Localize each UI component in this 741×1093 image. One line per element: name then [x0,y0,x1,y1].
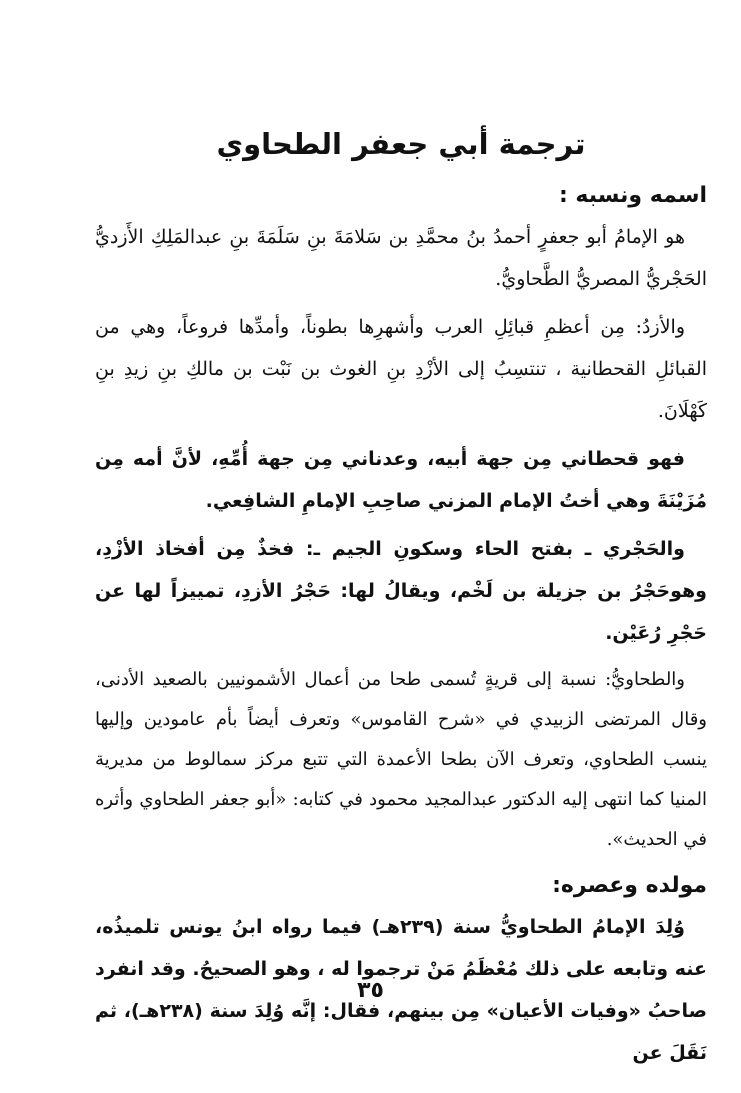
paragraph-hajri: والحَجْري ـ بفتح الحاء وسكونِ الجيم ـ: فخذٌ مِن أفخاذ الأزْدِ، وهوحَجْرُ بن جزيلة بن لَخْم، ويقالُ لها: حَجْرُ الأزدِ، تمييزاً لها عن حَجْرِ رُعَيْن. [95,538,707,644]
paragraph-birth: وُلِدَ الإمامُ الطحاويُّ سنة (٢٣٩هـ) فيما رواه ابنُ يونس تلميذُه، عنه وتابعه على ذلك مُعْظَمُ مَنْ ترجموا له ، وهو الصحيحُ. وقد انفرد صاحبُ «وفيات الأعيان» مِن بينهم، فقال: إنَّه وُلِدَ سنة (٢٣٨هـ)، ثم نَقَلَ عن [95,916,707,1064]
section-heading-name-lineage: اسمه ونسبه : [558,183,707,208]
paragraph-azd-tribe: والأزدُ: مِن أعظمِ قبائِلِ العرب وأشهرِها بطوناً، وأمدِّها فروعاً، وهي من القبائلِ القحطانية ، تنتسِبُ إلى الأزْدِ بنِ الغوث بن نَبْت بن مالكِ بنِ زيدِ بنِ كَهْلَانَ. [95,316,707,422]
paragraph-qahtani-adnani: فهو قحطاني مِن جهة أبيه، وعدناني مِن جهة أُمِّهِ، لأنَّ أمه مِن مُزَيْنَةَ وهي أختُ الإمام المزني صاحِبِ الإمامِ الشافِعي. [95,448,707,512]
paragraph-tahawi-origin: والطحاويُّ: نسبة إلى قريةٍ تُسمى طحا من أعمال الأشمونيين بالصعيد الأدنى، وقال المرتضى الزبيدي في «شرح القاموس» وتعرف أيضاً بأم عامودين وإليها ينسب الطحاوي، وتعرف الآن بطحا الأعمدة التي تتبع مركز سمالوط من مديرية المنيا كما انتهى إليه الدكتور عبدالمجيد محمود في كتابه: «أبو جعفر الطحاوي وأثره في الحديث». [95,669,707,850]
page-number: ٣٥ [357,978,384,1003]
document-page [95,122,707,1080]
page-title: ترجمة أبي جعفر الطحاوي [216,127,586,161]
paragraph-full-name: هو الإمامُ أبو جعفرٍ أحمدُ بنُ محمَّدِ بن سَلامَةَ بنِ سَلَمَةَ بنِ عبدالمَلِكِ الأَزديُّ الحَجْريُّ المصريُّ الطَّحاويُّ. [95,226,707,290]
section-heading-birth-era: مولده وعصره: [552,873,707,898]
